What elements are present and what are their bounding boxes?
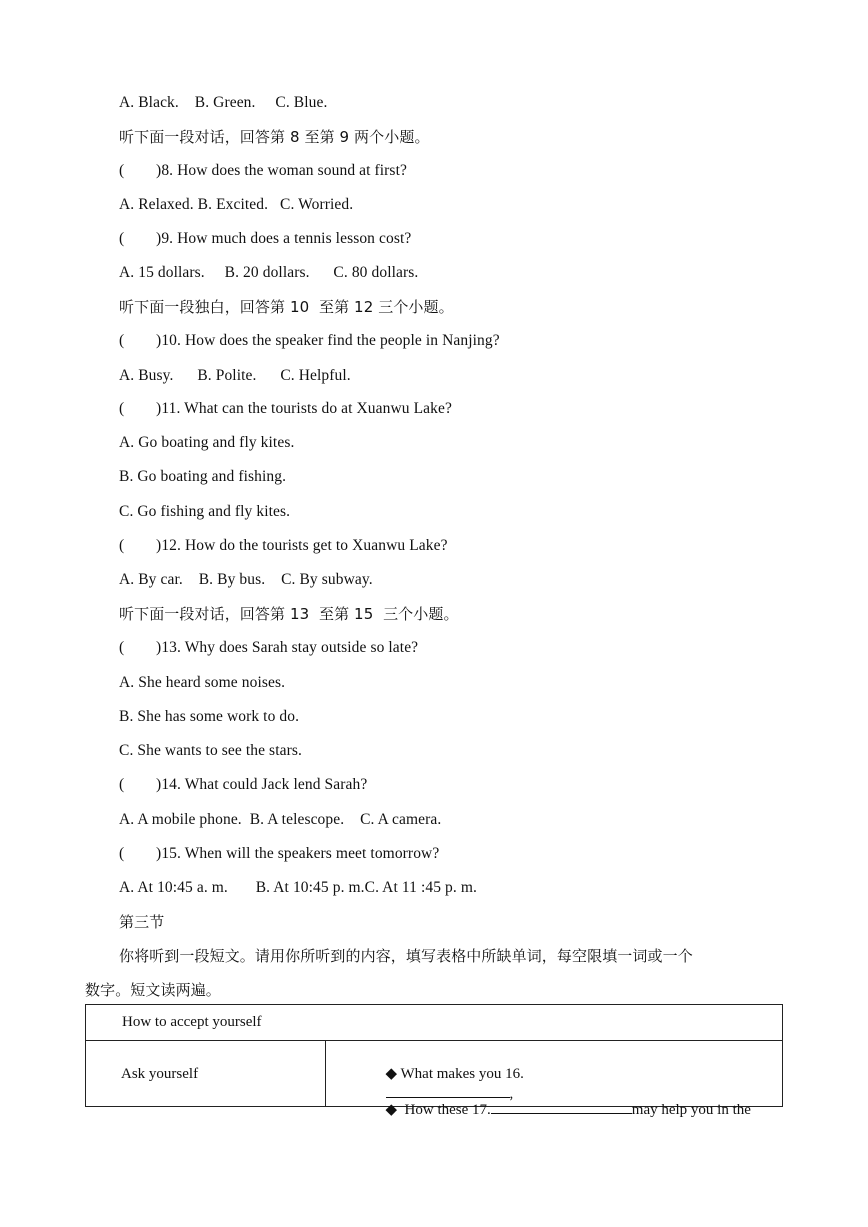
q14-options: A. A mobile phone. B. A telescope. C. A camera. (119, 811, 442, 828)
q9-options: A. 15 dollars. B. 20 dollars. C. 80 dollars. (119, 264, 419, 281)
q13-option-b: B. She has some work to do. (119, 708, 300, 725)
q11-option-b: B. Go boating and fishing. (119, 468, 287, 485)
section-instruction-10-12: 听下面一段独白，回答第 10 至第 12 三个小题。 (119, 298, 454, 316)
section-instruction-13-15: 听下面一段对话，回答第 13 至第 15 三个小题。 (119, 605, 459, 623)
section-3-instruction-cont: 数字。短文读两遍。 (85, 981, 221, 999)
question-11: ( )11. What can the tourists do at Xuanwu Lake? (119, 400, 452, 417)
column-divider (325, 1040, 326, 1107)
item-16-suffix: , (509, 1086, 514, 1102)
question-10: ( )10. How does the speaker find the people in Nanjing? (119, 332, 500, 349)
q11-option-c: C. Go fishing and fly kites. (119, 503, 291, 520)
q7-options: A. Black. B. Green. C. Blue. (119, 94, 328, 111)
question-14: ( )14. What could Jack lend Sarah? (119, 776, 368, 793)
q12-options: A. By car. B. By bus. C. By subway. (119, 571, 373, 588)
blank-17[interactable] (491, 1099, 632, 1114)
q13-option-a: A. She heard some noises. (119, 674, 286, 691)
table-header-row (86, 1005, 782, 1041)
q8-options: A. Relaxed. B. Excited. C. Worried. (119, 196, 354, 213)
question-13: ( )13. Why does Sarah stay outside so late? (119, 639, 419, 656)
question-12: ( )12. How do the tourists get to Xuanwu Lake? (119, 537, 448, 554)
section-3-heading: 第三节 (119, 913, 165, 931)
item-17-suffix: may help you in the (631, 1102, 751, 1118)
q11-option-a: A. Go boating and fly kites. (119, 434, 295, 451)
table-header: How to accept yourself (122, 1014, 262, 1030)
question-15: ( )15. When will the speakers meet tomorrow? (119, 845, 440, 862)
question-8: ( )8. How does the woman sound at first? (119, 162, 407, 179)
table-item-17 (363, 1082, 751, 1136)
q15-options: A. At 10:45 a. m. B. At 10:45 p. m.C. At 11 :45 p. m. (119, 879, 477, 896)
question-9: ( )9. How much does a tennis lesson cost? (119, 230, 412, 247)
q10-options: A. Busy. B. Polite. C. Helpful. (119, 367, 351, 384)
q13-option-c: C. She wants to see the stars. (119, 742, 302, 759)
fill-in-table (85, 1004, 783, 1118)
row-label: Ask yourself (121, 1066, 199, 1082)
section-3-instruction: 你将听到一段短文。请用你所听到的内容，填写表格中所缺单词，每空限填一词或一个 (119, 947, 693, 965)
section-instruction-8-9: 听下面一段对话，回答第 8 至第 9 两个小题。 (119, 128, 430, 146)
item-17-text: ◆ How these 17. (385, 1102, 491, 1118)
item-16-text: ◆ What makes you 16. (385, 1066, 524, 1082)
